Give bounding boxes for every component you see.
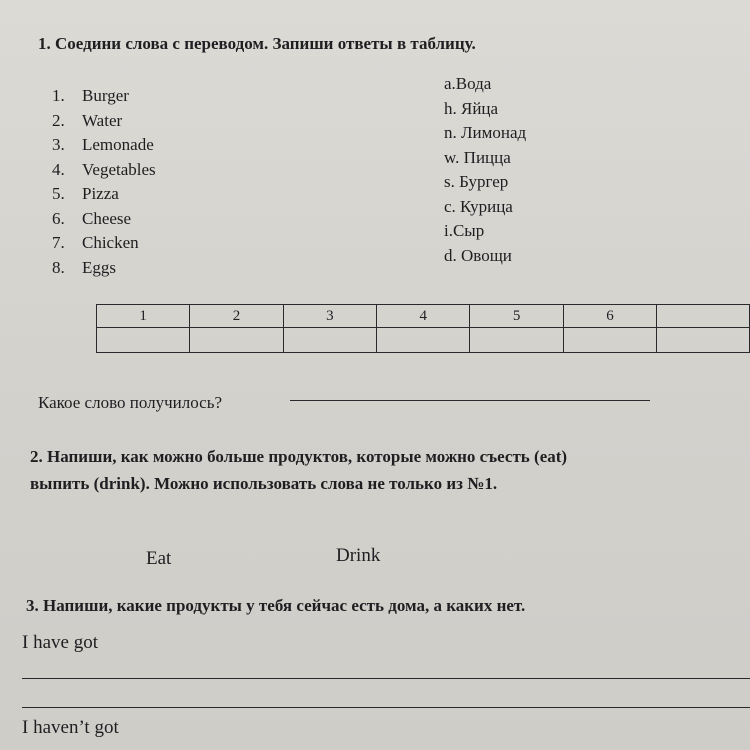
drink-column-label: Drink: [336, 545, 381, 566]
answer-input-cell[interactable]: [563, 328, 656, 353]
task2-text: [30, 443, 567, 497]
have-got-label: I have got: [22, 632, 98, 653]
word-item: [52, 109, 156, 134]
translation-item: n. Лимонад: [444, 123, 527, 142]
answer-header-cell: 4: [377, 305, 470, 328]
answer-header-cell: 1: [97, 305, 190, 328]
answer-header-cell: 6: [563, 305, 656, 328]
answer-table-input-row: [97, 328, 750, 353]
word-item: [52, 84, 156, 109]
word-text: Pizza: [82, 184, 119, 203]
answer-input-cell[interactable]: [377, 328, 470, 353]
answer-table: [96, 304, 750, 353]
word-number: 1.: [52, 86, 65, 105]
translation-item: i.Сыр: [444, 221, 485, 240]
translation-list: [444, 72, 526, 268]
answer-input-cell[interactable]: [283, 328, 376, 353]
word-item: [52, 133, 156, 158]
answer-input-cell[interactable]: [190, 328, 283, 353]
word-number: 8.: [52, 257, 65, 277]
task2-line2: выпить (drink). Можно использовать слова не только из №1.: [30, 474, 498, 493]
translation-item: a.Вода: [444, 74, 492, 93]
word-text: Burger: [82, 86, 129, 105]
task2-line1: 2. Напиши, как можно больше продуктов, которые можно съесть (eat): [30, 447, 568, 466]
word-number: 7.: [52, 233, 65, 252]
word-text: Water: [82, 110, 123, 130]
answer-header-cell: 5: [470, 305, 563, 328]
word-question: Какое слово получилось?: [38, 393, 223, 412]
word-item: [52, 256, 156, 281]
word-number: 3.: [52, 135, 65, 154]
translation-item: w. Пицца: [444, 147, 511, 167]
word-item: [52, 207, 156, 232]
word-item: [52, 231, 156, 256]
have-got-answer-line[interactable]: [22, 678, 750, 679]
word-item: [52, 158, 156, 183]
translation-item: s. Бургер: [444, 172, 509, 191]
answer-header-cell: [657, 305, 750, 328]
word-text: Chicken: [82, 233, 139, 252]
answer-input-cell[interactable]: [470, 328, 563, 353]
answer-input-cell[interactable]: [657, 328, 750, 353]
english-word-list: [52, 84, 156, 280]
answer-input-cell[interactable]: [97, 328, 190, 353]
word-number: 4.: [52, 159, 65, 179]
word-number: 2.: [52, 110, 65, 130]
word-text: Vegetables: [82, 159, 156, 179]
word-answer-line[interactable]: [290, 400, 650, 401]
task3-text: 3. Напиши, какие продукты у тебя сейчас есть дома, а каких нет.: [26, 596, 526, 615]
translation-item: d. Овощи: [444, 245, 512, 265]
word-number: 5.: [52, 184, 65, 203]
answer-header-cell: 2: [190, 305, 283, 328]
word-number: 6.: [52, 208, 65, 228]
word-text: Cheese: [82, 208, 132, 228]
answer-table-header-row: [97, 305, 750, 328]
translation-item: h. Яйца: [444, 98, 499, 118]
answer-header-cell: 3: [283, 305, 376, 328]
answer-line[interactable]: [22, 707, 750, 708]
word-text: Lemonade: [82, 135, 154, 154]
word-text: Eggs: [82, 257, 116, 277]
word-item: [52, 182, 156, 207]
translation-item: c. Курица: [444, 196, 513, 216]
task1-heading: 1. Соедини слова с переводом. Запиши ответы в таблицу.: [38, 34, 476, 53]
havent-got-label: I haven’t got: [22, 717, 119, 738]
eat-column-label: Eat: [146, 548, 172, 569]
